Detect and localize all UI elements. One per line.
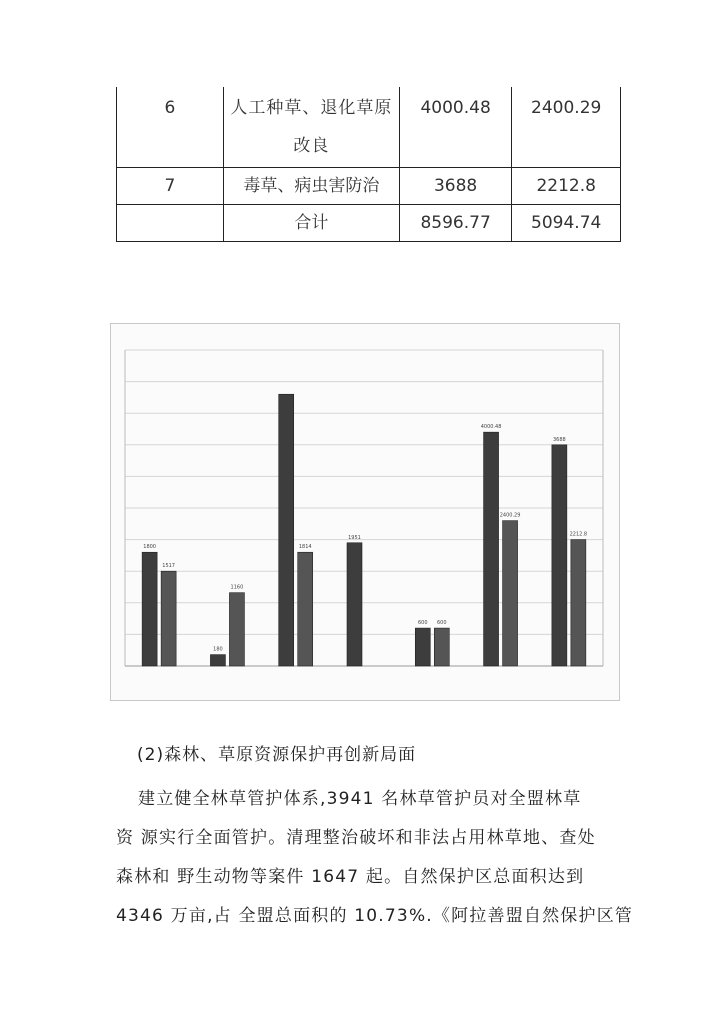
data-label: 4000.48	[480, 424, 502, 431]
data-label: 600	[418, 620, 428, 627]
bar	[503, 521, 518, 666]
table-row	[117, 87, 621, 168]
bar-chart	[111, 324, 619, 700]
data-label: 2212.8	[569, 531, 588, 538]
table-cell-value-2: 2212.8	[512, 168, 621, 205]
paragraph-line: 4346 万亩,占 全盟总面积的 10.73%.《阿拉善盟自然保护区管	[116, 906, 634, 926]
paragraph-line: 资 源实行全面管护。清理整治破坏和非法占用林草地、查处	[116, 828, 596, 848]
table-cell-item: 合计	[223, 205, 399, 242]
table-cell-no: 6	[117, 87, 224, 168]
table-cell-no	[117, 205, 224, 242]
bar	[347, 543, 362, 666]
table-cell-value-1: 8596.77	[399, 205, 512, 242]
data-label: 1160	[230, 584, 244, 591]
paragraph-line: 森林和 野生动物等案件 1647 起。自然保护区总面积达到	[116, 867, 585, 887]
bar	[161, 571, 176, 666]
bar	[210, 655, 225, 666]
body-paragraph	[116, 780, 634, 936]
data-label: 1814	[298, 544, 312, 551]
table-row	[117, 205, 621, 242]
data-label: 1951	[348, 534, 361, 541]
table-row	[117, 168, 621, 205]
table-cell-item	[223, 87, 399, 168]
bar	[415, 628, 430, 666]
bar	[484, 432, 499, 666]
data-table	[116, 87, 621, 242]
bar	[298, 552, 313, 666]
bar	[434, 628, 449, 666]
section-heading: (2)森林、草原资源保护再创新局面	[137, 745, 417, 765]
table-cell-no: 7	[117, 168, 224, 205]
data-label: 3688	[552, 436, 566, 443]
bar	[229, 593, 244, 666]
bar	[571, 540, 586, 666]
paragraph-line: 建立健全林草管护体系,3941 名林草管护员对全盟林草	[138, 789, 582, 809]
table-cell-value-2: 2400.29	[512, 87, 621, 168]
table-cell-value-1: 4000.48	[399, 87, 512, 168]
table-cell-item-text: 人工种草、退化草原改良	[230, 98, 393, 156]
table-cell-value-2: 5094.74	[512, 205, 621, 242]
bar	[552, 445, 567, 666]
table-cell-value-1: 3688	[399, 168, 512, 205]
bar	[142, 552, 157, 666]
data-label: 600	[437, 620, 447, 627]
data-label: 1800	[143, 544, 157, 551]
chart-frame	[110, 323, 620, 701]
data-label: 1517	[162, 563, 176, 570]
table-cell-item: 毒草、病虫害防治	[223, 168, 399, 205]
data-label: 2400.29	[499, 512, 521, 519]
bar	[279, 394, 294, 666]
data-label: 180	[213, 646, 223, 653]
